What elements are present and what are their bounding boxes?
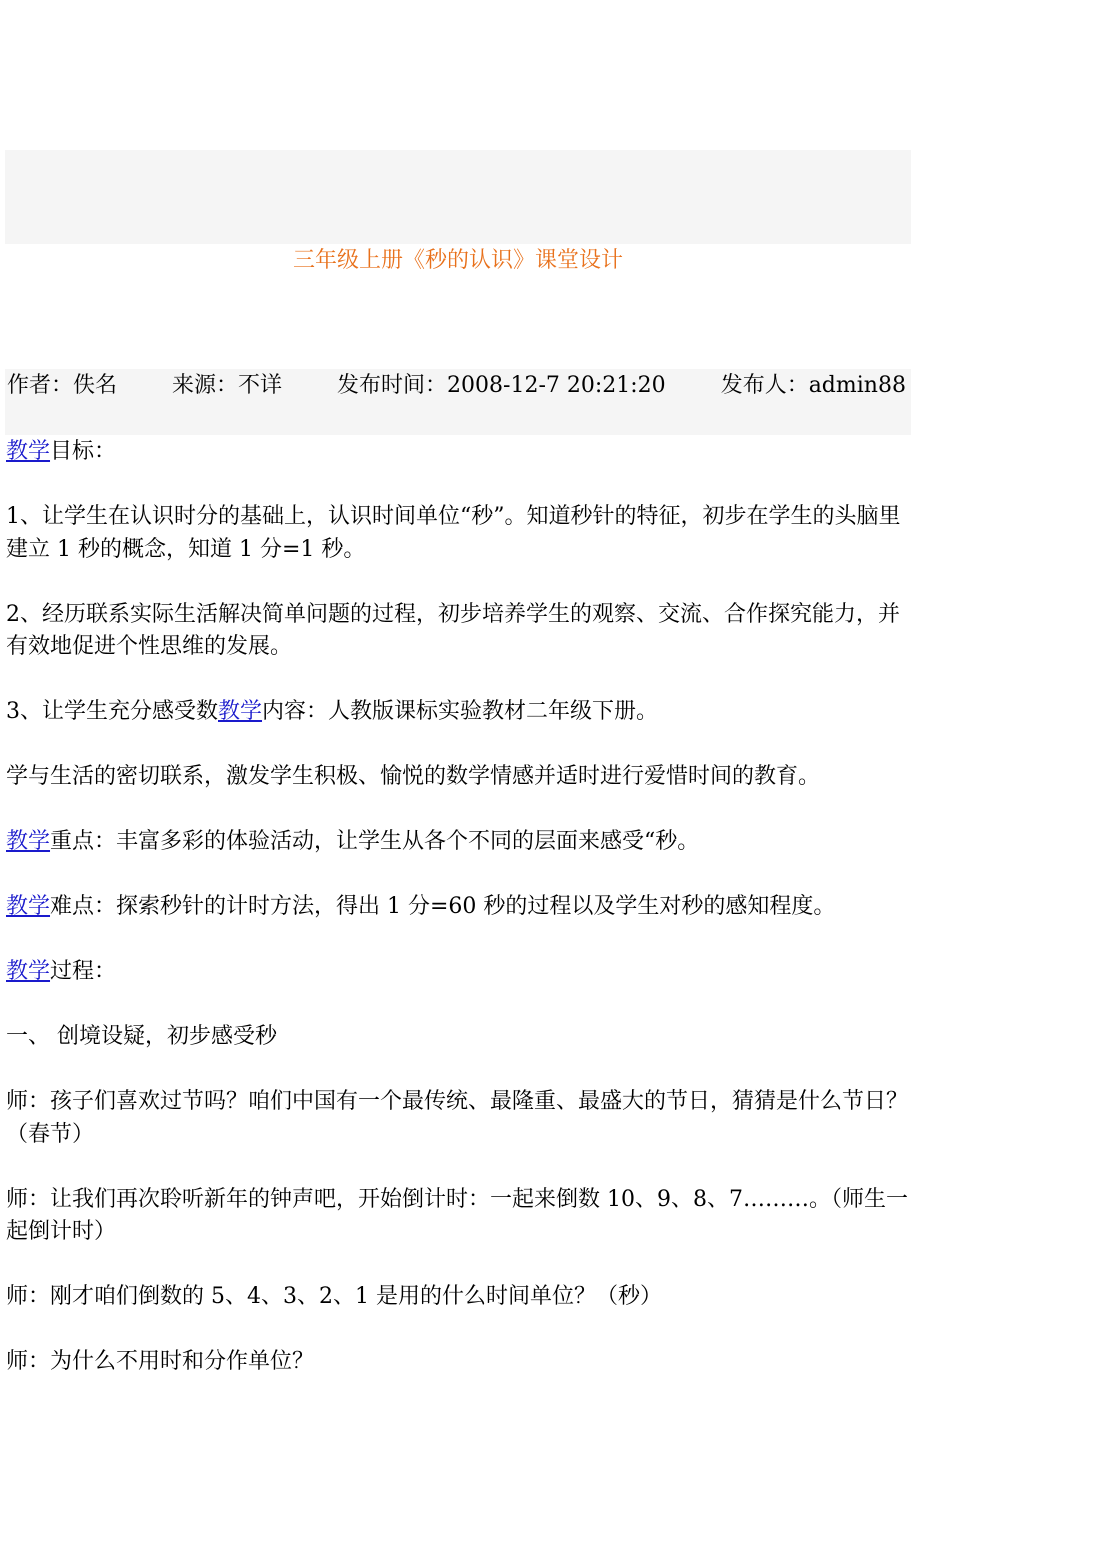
header-band: [5, 150, 911, 244]
paragraph-text: 师：为什么不用时和分作单位？: [6, 1349, 315, 1374]
paragraph: [6, 761, 912, 794]
paragraph: [6, 501, 912, 566]
teaching-link[interactable]: 教学: [6, 829, 51, 854]
meta-bar: [5, 369, 911, 435]
teaching-link[interactable]: 教学: [6, 959, 51, 984]
paragraph: [6, 956, 912, 989]
paragraph-text: 师：刚才咱们倒数的 5、4、3、2、1 是用的什么时间单位？（秒）: [6, 1284, 662, 1309]
paragraph-text: 难点：探索秒针的计时方法，得出 1 分=60 秒的过程以及学生对秒的感知程度。: [50, 894, 836, 919]
paragraph: [6, 826, 912, 859]
teaching-link[interactable]: 教学: [6, 439, 51, 464]
paragraph: [6, 599, 912, 664]
meta-source: 来源：不详: [172, 373, 283, 398]
paragraph-text: 学与生活的密切联系，激发学生积极、愉悦的数学情感并适时进行爱惜时间的教育。: [6, 764, 821, 789]
paragraph-text: 3、让学生充分感受数: [6, 699, 218, 724]
paragraph-text: 1、让学生在认识时分的基础上，认识时间单位“秒”。知道秒针的特征，初步在学生的头脑里建立 1 秒的概念，知道 1 分=1 秒。: [6, 504, 901, 562]
paragraph: [6, 1346, 912, 1379]
paragraph-text: 师：孩子们喜欢过节吗？咱们中国有一个最传统、最隆重、最盛大的节日，猜猜是什么节日？（春节）: [6, 1089, 909, 1147]
paragraph: [6, 1086, 912, 1151]
paragraph: [6, 1021, 912, 1054]
paragraph: [6, 436, 912, 469]
meta-published: 发布时间：2008-12-7 20:21:20: [337, 373, 666, 398]
paragraph-text: 过程：: [50, 959, 117, 984]
paragraph: [6, 696, 912, 729]
teaching-link[interactable]: 教学: [6, 894, 51, 919]
teaching-link[interactable]: 教学: [218, 699, 263, 724]
meta-author: 作者：佚名: [7, 373, 118, 398]
meta-row: [7, 373, 911, 399]
article-body: [6, 436, 912, 1411]
paragraph-text: 2、经历联系实际生活解决简单问题的过程，初步培养学生的观察、交流、合作探究能力，并有效地促进个性思维的发展。: [6, 601, 901, 659]
paragraph-text: 重点：丰富多彩的体验活动，让学生从各个不同的层面来感受“秒。: [50, 829, 700, 854]
paragraph-text: 一、 创境设疑，初步感受秒: [6, 1024, 277, 1049]
paragraph: [6, 1184, 912, 1249]
paragraph-text: 内容：人教版课标实验教材二年级下册。: [262, 699, 659, 724]
paragraph-text: 目标：: [50, 439, 117, 464]
paragraph: [6, 891, 912, 924]
paragraph: [6, 1281, 912, 1314]
page-title: 三年级上册《秒的认识》课堂设计: [292, 248, 623, 273]
meta-publisher: 发布人：admin88: [720, 373, 906, 398]
paragraph-text: 师：让我们再次聆听新年的钟声吧，开始倒计时：一起来倒数 10、9、8、7………。（师生一起倒计时）: [6, 1186, 908, 1244]
